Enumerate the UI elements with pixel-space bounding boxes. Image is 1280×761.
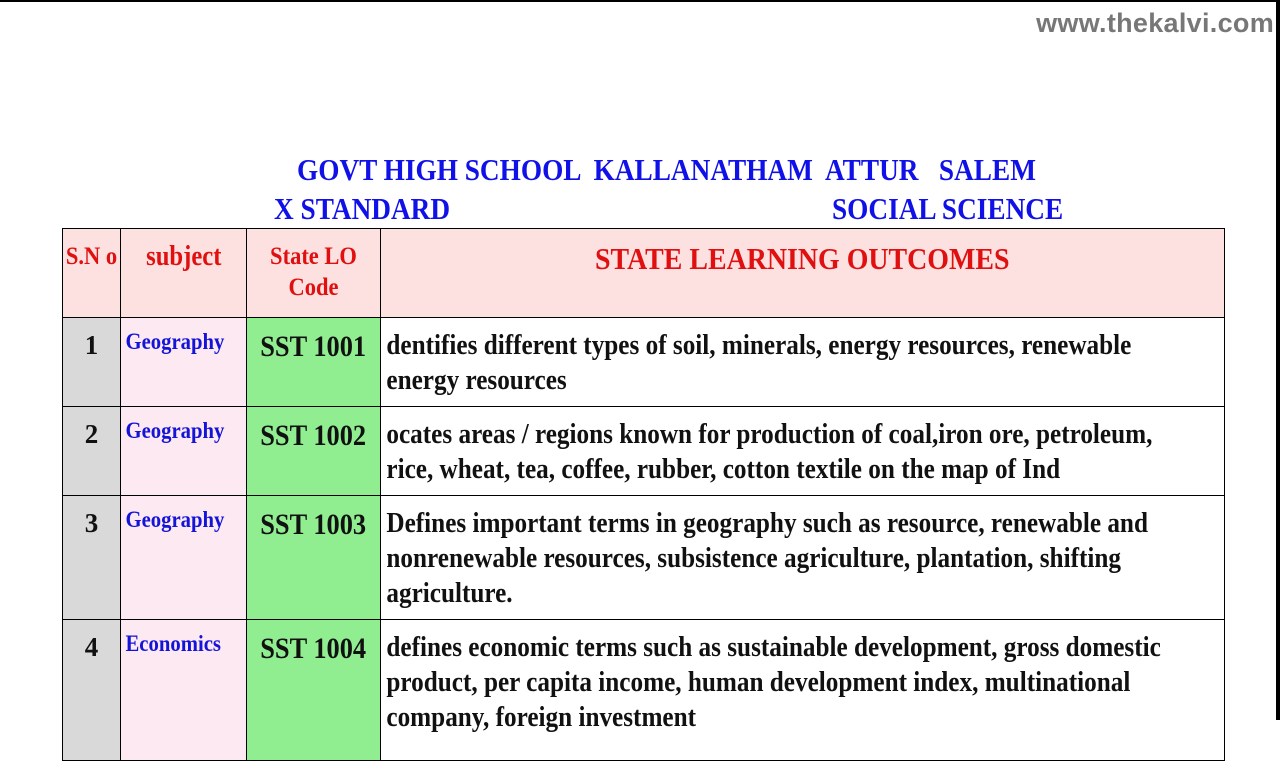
header-sno: S.N o — [63, 229, 121, 318]
table-row — [63, 407, 1225, 496]
row-sno: 4 — [63, 620, 121, 761]
row-code: SST 1002 — [247, 407, 381, 496]
row-subject: Geography — [121, 496, 247, 620]
row-code: SST 1003 — [247, 496, 381, 620]
table-row — [63, 496, 1225, 620]
row-sno: 1 — [63, 318, 121, 407]
row-sno: 3 — [63, 496, 121, 620]
school-title: GOVT HIGH SCHOOL KALLANATHAM ATTUR SALEM — [297, 152, 1036, 187]
learning-outcomes-table — [62, 228, 1225, 761]
watermark: www.thekalvi.com — [1036, 8, 1274, 38]
right-border — [1276, 0, 1280, 720]
row-outcome: dentifies different types of soil, minerals, energy resources, renewable energy resources — [381, 318, 1225, 407]
row-sno: 2 — [63, 407, 121, 496]
table-row — [63, 318, 1225, 407]
header-outcomes: STATE LEARNING OUTCOMES — [381, 229, 1225, 318]
row-outcome: ocates areas / regions known for production of coal,iron ore, petroleum, rice, wheat, tea, coffee, rubber, cotton textile on the map of Ind — [381, 407, 1225, 496]
row-outcome: defines economic terms such as sustainable development, gross domestic product, per capita income, human development index, multinational company, foreign investment — [381, 620, 1225, 761]
subject-label: SOCIAL SCIENCE — [832, 191, 1064, 226]
row-subject: Economics — [121, 620, 247, 761]
header-code: State LO Code — [247, 229, 381, 318]
row-code: SST 1001 — [247, 318, 381, 407]
standard-label: X STANDARD — [274, 191, 451, 226]
table-header-row — [63, 229, 1225, 318]
row-outcome: Defines important terms in geography such as resource, renewable and nonrenewable resources, subsistence agriculture, plantation, shifting agriculture. — [381, 496, 1225, 620]
row-subject: Geography — [121, 318, 247, 407]
row-subject: Geography — [121, 407, 247, 496]
table-row — [63, 620, 1225, 761]
row-code: SST 1004 — [247, 620, 381, 761]
header-subject: subject — [121, 229, 247, 318]
top-border — [0, 0, 1280, 2]
